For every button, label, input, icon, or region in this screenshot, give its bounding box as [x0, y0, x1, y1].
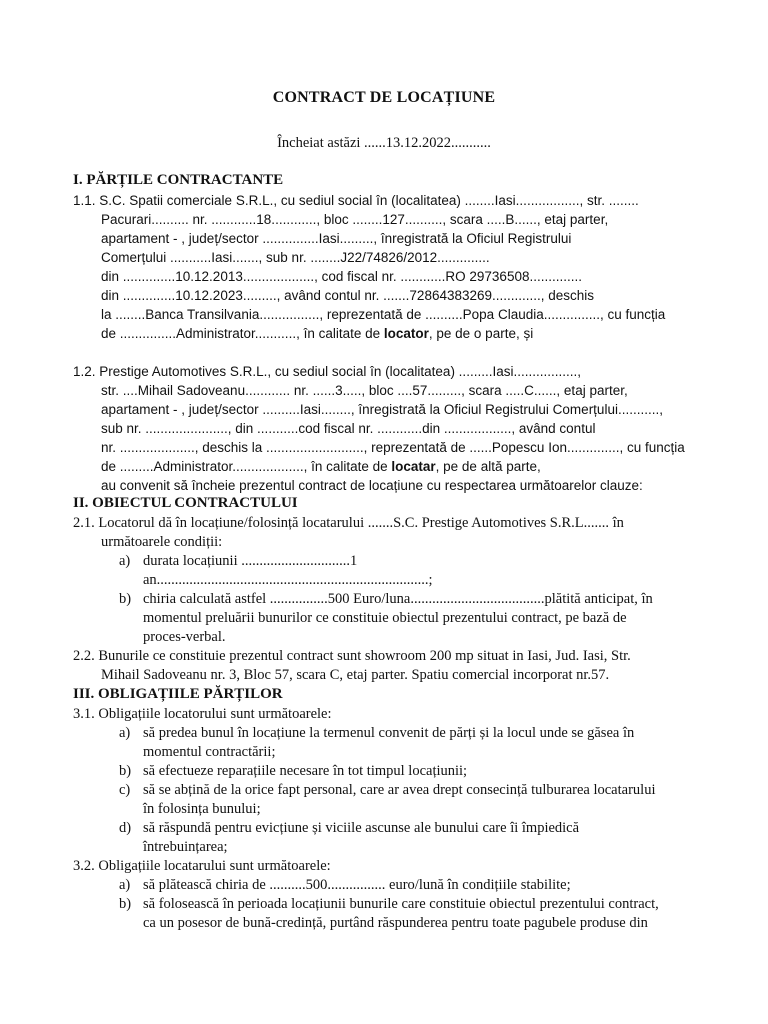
date-line: Încheiat astăzi ......13.12.2022...........	[277, 135, 491, 151]
text-line: să efectueze reparațiile necesare în tot timpul locațiunii;	[143, 763, 468, 779]
role-locator: locator	[383, 326, 429, 341]
text-line: să folosească în perioada locațiunii bunurile care constituie obiectul prezentului contract,	[143, 896, 659, 912]
text-line: str. ....Mihail Sadoveanu............ nr. ......3....., bloc ....57........., scara .....C......, etaj parter,	[101, 383, 628, 398]
text-line: proces-verbal.	[143, 629, 226, 645]
text-line: 1.1. S.C. Spatii comerciale S.R.L., cu sediul social în (localitatea) ........Iasi................., str. ........	[73, 193, 639, 208]
list-marker: a)	[119, 553, 131, 569]
section-heading: III. OBLIGAȚIILE PĂRȚILOR	[73, 686, 283, 702]
text-line: la ........Banca Transilvania................, reprezentată de ..........Popa Claudia..............., cu funcția	[101, 307, 666, 322]
text-line: an...........................................................................;	[143, 572, 433, 588]
text-line: 3.1. Obligațiile locatorului sunt următoarele:	[73, 706, 332, 722]
text-fragment: , pe de altă parte,	[435, 459, 541, 474]
document-title: CONTRACT DE LOCAȚIUNE	[272, 89, 496, 106]
text-line: apartament - , județ/sector ..........Iasi........, înregistrată la Oficiul Registrului Comerțului...........,	[101, 402, 663, 417]
text-line: Mihail Sadoveanu nr. 3, Bloc 57, scara C, etaj parter. Spatiu comercial incorporat nr.57.	[101, 667, 610, 683]
text-line: chiria calculată astfel ................500 Euro/luna.....................................plătită anticipat, în	[143, 591, 653, 607]
text-line: din ..............10.12.2013..................., cod fiscal nr. ............RO 29736508..............	[101, 269, 582, 284]
text-line: Pacurari.......... nr. ............18............, bloc ........127.........., scara .....B......, etaj parter,	[101, 212, 609, 227]
text-line: 2.2. Bunurile ce constituie prezentul contract sunt showroom 200 mp situat in Iasi, Jud. Iasi, Str.	[73, 648, 631, 664]
text-line: 1.2. Prestige Automotives S.R.L., cu sediul social în (localitatea) .........Iasi.................,	[73, 364, 581, 379]
text-line: momentul preluării bunurilor ce constituie obiectul prezentului contract, pe bază de	[143, 610, 627, 626]
list-marker: b)	[119, 763, 132, 779]
list-marker: d)	[119, 820, 132, 836]
text-line: în folosința bunului;	[143, 801, 261, 817]
text-line: 2.1. Locatorul dă în locațiune/folosință locatarului .......S.C. Prestige Automotives S.R.L....... în	[73, 515, 624, 531]
text-line: sub nr. ......................, din ...........cod fiscal nr. ............din .................., având contul	[101, 421, 596, 436]
text-line: apartament - , județ/sector ...............Iasi........., înregistrată la Oficiul Registrului	[101, 231, 572, 246]
text-line: 3.2. Obligațiile locatarului sunt următoarele:	[73, 858, 331, 874]
section-heading: II. OBIECTUL CONTRACTULUI	[73, 495, 298, 511]
text-line: să răspundă pentru evicțiune și viciile ascunse ale bunului care îi împiedică	[143, 820, 580, 836]
text-line: să se abțină de la orice fapt personal, care ar avea drept consecință tulburarea locatarului	[143, 782, 656, 798]
list-marker: b)	[119, 896, 132, 912]
text-line: au convenit să încheie prezentul contract de locațiune cu respectarea următoarelor clauze:	[101, 478, 643, 493]
text-line: să predea bunul în locațiune la termenul convenit de părți și la locul unde se găsea în	[143, 725, 635, 741]
section-heading: I. PĂRȚILE CONTRACTANTE	[73, 172, 284, 188]
text-line: întrebuințarea;	[143, 839, 228, 855]
role-locatar: locatar	[391, 459, 436, 474]
list-marker: a)	[119, 877, 131, 893]
text-line	[101, 457, 541, 476]
text-fragment: de ...............Administrator..........., în calitate de	[101, 326, 384, 341]
text-line: momentul contractării;	[143, 744, 276, 760]
text-line	[101, 324, 533, 343]
list-marker: c)	[119, 782, 131, 798]
list-marker: a)	[119, 725, 131, 741]
text-fragment: , pe de o parte, și	[428, 326, 534, 341]
text-fragment: de .........Administrator..................., în calitate de	[101, 459, 392, 474]
list-marker: b)	[119, 591, 132, 607]
text-line: durata locațiunii ..............................1	[143, 553, 358, 569]
text-line: Comerțului ...........Iasi......., sub nr. ........J22/74826/2012..............	[101, 250, 490, 265]
text-line: să plătească chiria de ..........500................ euro/lună în condițiile stabilite;	[143, 877, 571, 893]
text-line: ca un posesor de bună-credință, purtând răspunderea pentru toate pagubele produse din	[143, 915, 648, 931]
text-line: din ..............10.12.2023........., având contul nr. .......72864383269............., deschis	[101, 288, 595, 303]
text-line: următoarele condiții:	[101, 534, 223, 550]
text-line: nr. ...................., deschis la .........................., reprezentată de ......Popescu Ion.............., cu funcția	[101, 440, 685, 455]
